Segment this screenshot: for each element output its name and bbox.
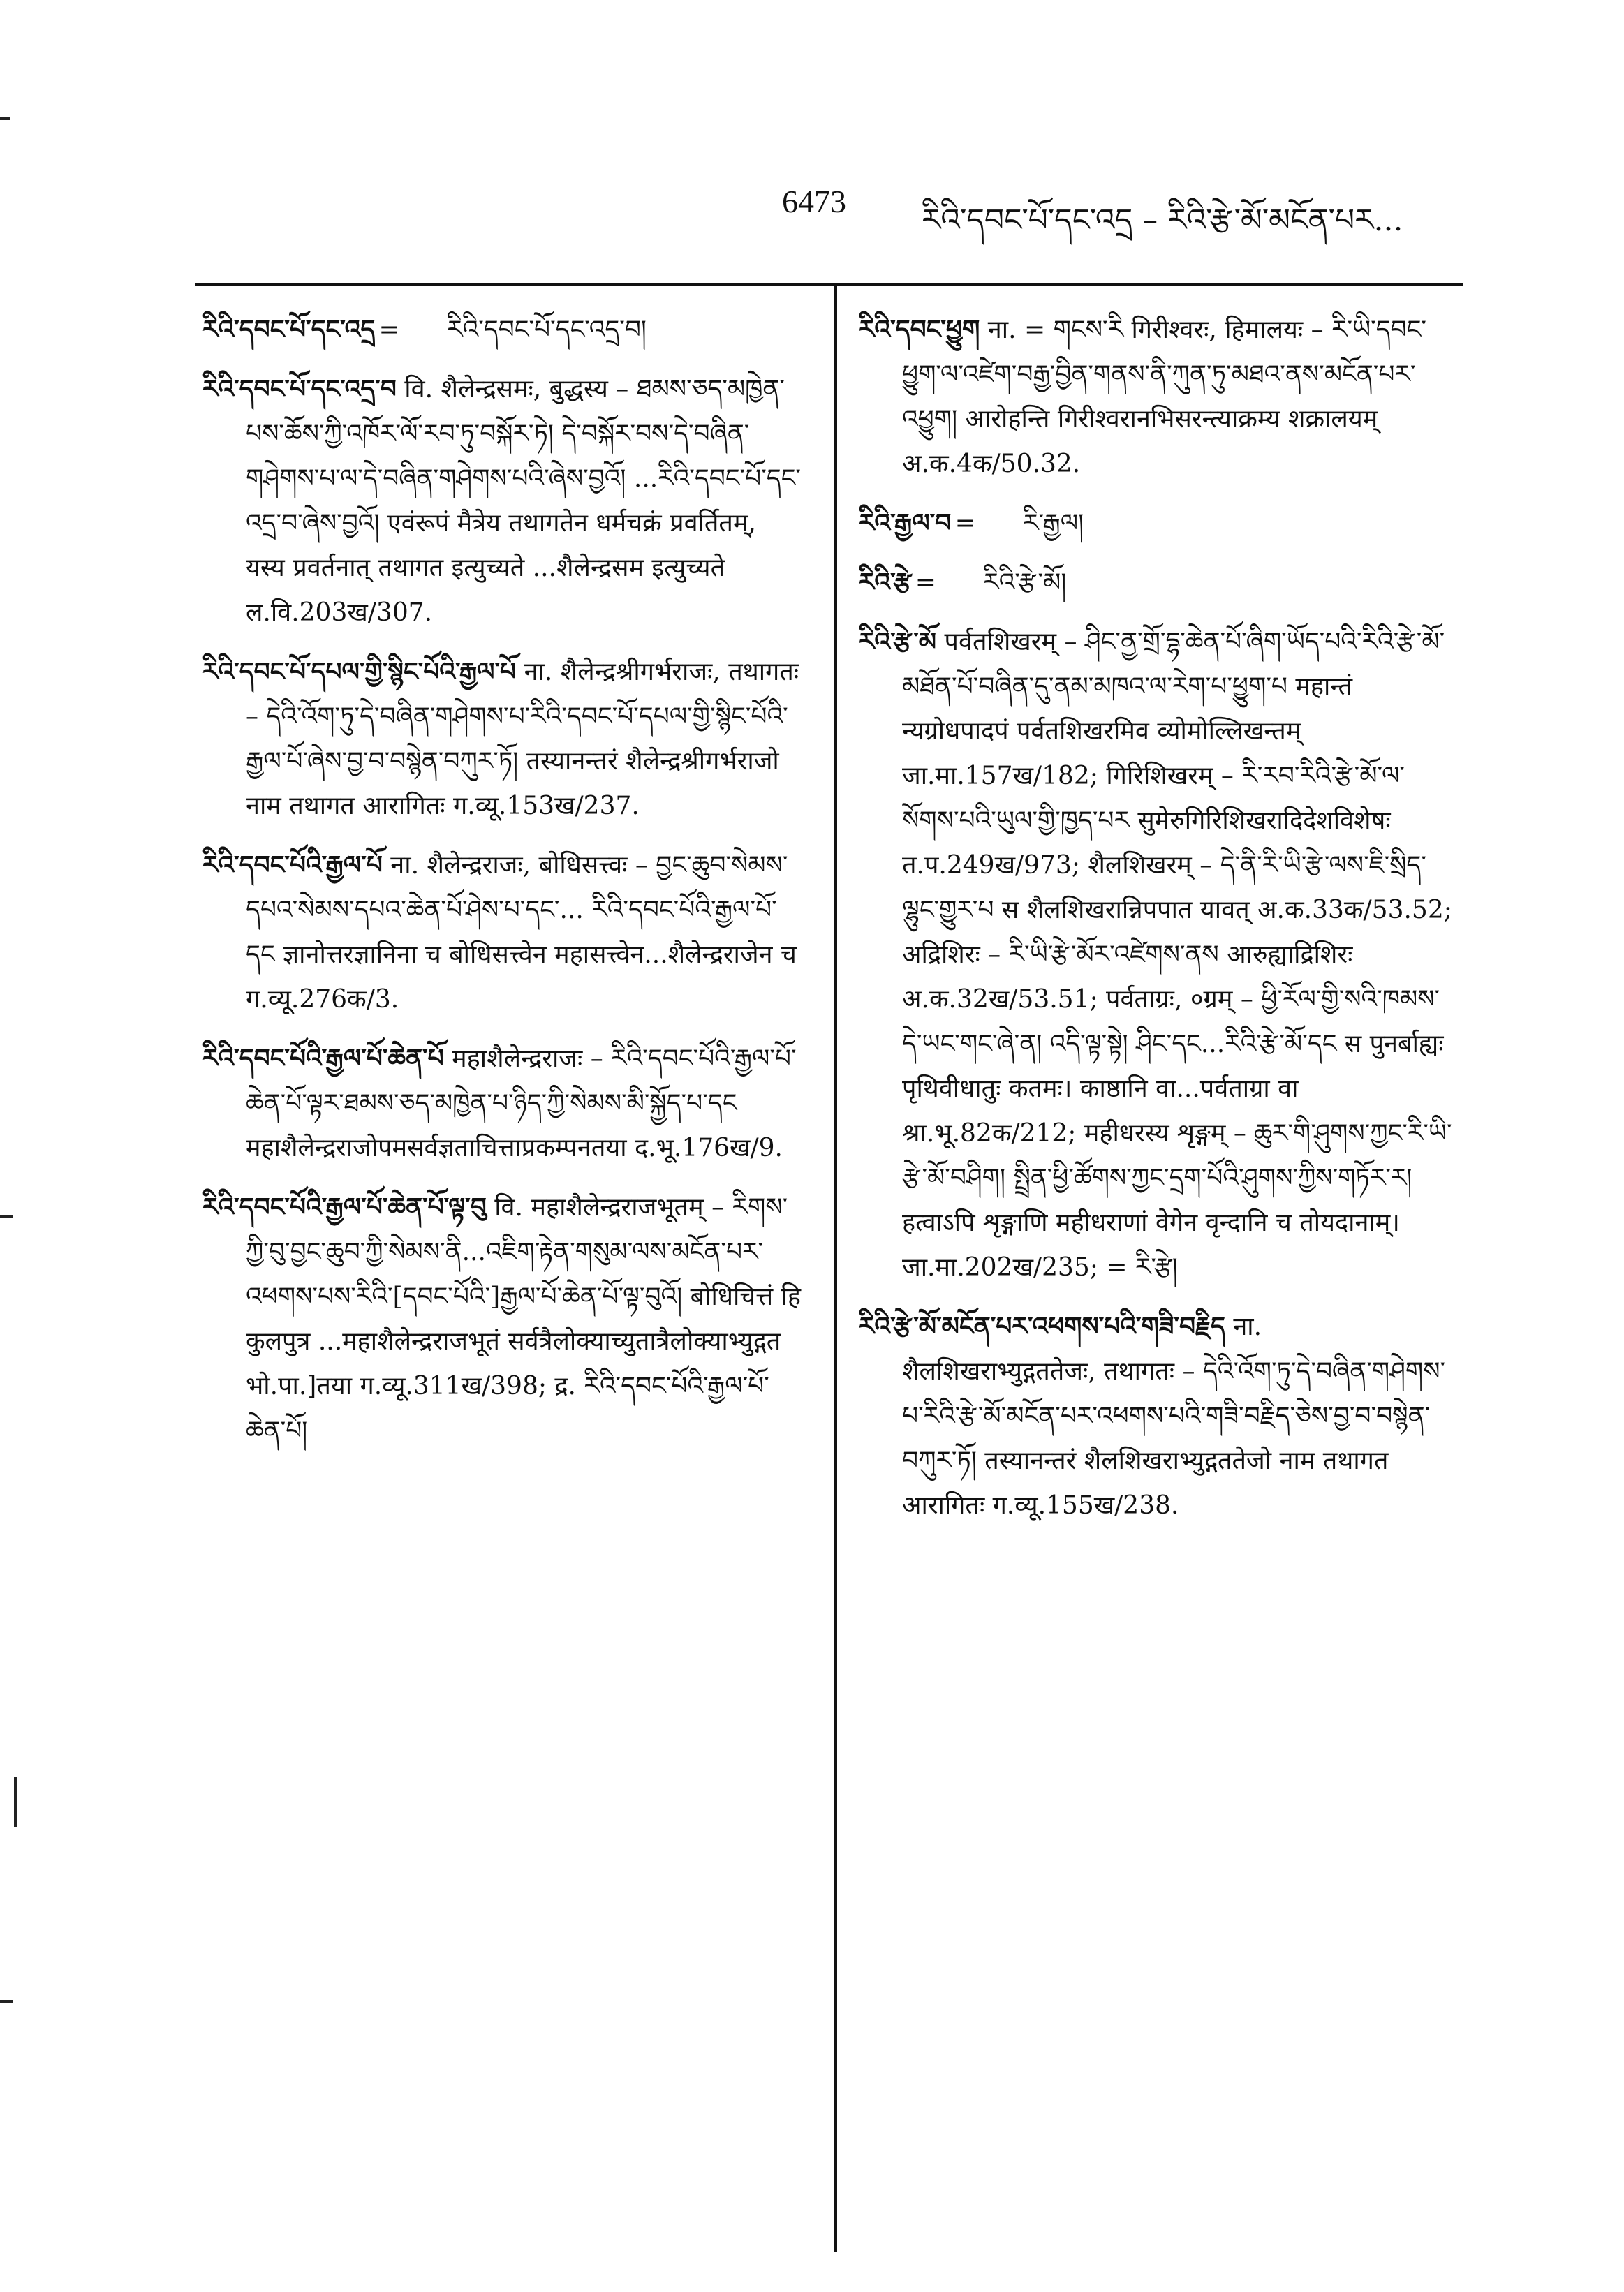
right-column [859, 307, 1459, 1542]
entry-body: ना. शैलशिखराभ्युद्गततेजः, तथागतः – དེའི་འོག་ཏུ་དེ་བཞིན་གཤེགས་པ་རིའི་རྩེ་མོ་མངོན་པར་འཕགས་པའི་གཟི་བརྗིད་ཅེས་བྱ་བ་བསྙེན་བཀུར་ཏོ། तस्यानन्तरं शैलशिखराभ्युद्गततेजो नाम तथागत आरागितः ग.व्यू.155ख/238. [902, 1313, 1446, 1520]
entry-headword: རིའི་དབང་པོའི་རྒྱལ་པོ་ཆེན་པོ [202, 1044, 444, 1073]
entry-headword: རིའི་དབང་པོ་དང་འདྲ [202, 315, 376, 344]
header-rule [195, 283, 1463, 286]
entry-body: ना. = གངས་རི गिरीश्वरः, हिमालयः – རི་ཡི་དབང་ཕྱུག་ལ་འཛེག་བརྒྱ་བྱིན་གནས་ནི་ཀུན་ཏུ་མཐའ་ནས་མངོན་པར་འཕྱུག། आरोहन्ति गिरीश्वरानभिसरन्त्याक्रम्य शक्रालयम् अ.क.4क/50.32. [902, 316, 1426, 478]
entry-body: पर्वतशिखरम् – ཤིང་ནྱ་གྲོ་དྷ་ཆེན་པོ་ཞིག་ཡོད་པའི་རིའི་རྩེ་མོ་མཐོན་པོ་བཞིན་དུ་ནམ་མཁའ་ལ་རེག་པ་ཕྱུག་པ महान्तं न्यग्रोधपादपं पर्वतशिखरमिव व्योमोल्लिखन्तम् जा.मा.157ख/182; गिरिशिखरम् – རི་རབ་རིའི་རྩེ་མོ་ལ་སོགས་པའི་ཡུལ་གྱི་ཁྱད་པར सुमेरुगिरिशिखरादिदेशविशेषः त.प.249ख/973; शैलशिखरम् – དེ་ནི་རི་ཡི་རྩེ་ལས་ཇི་སྲིད་ལྷུང་གྱུར་པ स शैलशिखरान्निपपात यावत् अ.क.33क/53.52; अद्रिशिरः – རི་ཡི་རྩེ་མོར་འཛེགས་ནས आरुह्याद्रिशिरः अ.क.32ख/53.51; पर्वताग्रः, ०ग्रम् – ཕྱི་རོལ་གྱི་སའི་ཁམས་དེ་ཡང་གང་ཞེ་ན། འདི་ལྟ་སྟེ། ཤིང་དང...རིའི་རྩེ་མོ་དང स पुनर्बाह्यः पृथिवीधातुः कतमः। काष्ठानि वा...पर्वताग्रा वा श्रा.भू.82क/212; महीधरस्य शृङ्गम् – ཆུར་གི་ཤུགས་ཀྱང་རི་ཡི་རྩེ་མོ་བཤིག། སྤྲིན་ཕྱི་ཚོགས་ཀྱང་དྲག་པོའི་ཤུགས་ཀྱིས་གཏོར་ར། हत्वाऽपि शृङ्गाणि महीधराणां वेगेन वृन्दानि च तोयदानाम्। जा.मा.202ख/235; = རི་རྩེ། [902, 628, 1452, 1282]
entry-separator: = [378, 316, 400, 344]
running-head: རིའི་དབང་པོ་དང་འདྲ – རིའི་རྩེ་མོ་མངོན་པར... [922, 202, 1403, 238]
margin-mark [0, 2000, 13, 2003]
dictionary-entry [202, 649, 803, 829]
entry-headword: རིའི་དབང་ཕྱུག [859, 315, 980, 344]
dictionary-entry [859, 619, 1459, 1290]
dictionary-entry [859, 307, 1459, 487]
entry-headword: རིའི་དབང་པོ་དང་འདྲ་བ [202, 374, 397, 404]
dictionary-entry [859, 501, 1459, 546]
entry-body: རིའི་རྩེ་མོ། [983, 568, 1067, 597]
entry-body: महाशैलेन्द्रराजः – རིའི་དབང་པོའི་རྒྱལ་པོ་ཆེན་པོ་ལྟར་ཐམས་ཅད་མཁྱེན་པ་ཉིད་ཀྱི་སེམས་མི་སྐྱོད་པ་དང महाशैलेन्द्रराजोपमसर्वज्ञताचित्ताप्रकम्पनतया द.भू.176ख/9. [246, 1044, 797, 1162]
margin-mark [0, 117, 10, 120]
entry-headword: རིའི་རྩེ་མོ་མངོན་པར་འཕགས་པའི་གཟི་བརྗིད [859, 1312, 1225, 1341]
entry-headword: རིའི་དབང་པོའི་རྒྱལ་པོ [202, 850, 383, 880]
entry-body: वि. महाशैलेन्द्रराजभूतम् – རིགས་ཀྱི་བུ་བྱང་ཆུབ་ཀྱི་སེམས་ནི...འཇིག་རྟེན་གསུམ་ལས་མངོན་པར་འཕགས་པས་རིའི་[དབང་པོའི་]རྒྱལ་པོ་ཆེན་པོ་ལྟ་བུའོ། बोधिचित्तं हि कुलपुत्र ...महाशैलेन्द्रराजभूतं सर्वत्रैलोक्याच्युतात्रैलोक्याभ्युद्गत भो.पा.]तया ग.व्यू.311ख/398; द्र. རིའི་དབང་པོའི་རྒྱལ་པོ་ཆེན་པོ། [246, 1193, 801, 1445]
entry-headword: རིའི་རྒྱལ་བ [859, 508, 952, 538]
page-number: 6473 [782, 184, 846, 219]
dictionary-entry [202, 1036, 803, 1171]
entry-separator: = [954, 509, 976, 538]
column-divider [834, 286, 837, 2252]
dictionary-entry [202, 307, 803, 353]
entry-body: ना. शैलेन्द्रश्रीगर्भराजः, तथागतः – དེའི་འོག་ཏུ་དེ་བཞིན་གཤེགས་པ་རིའི་དབང་པོ་དཔལ་གྱི་སྙིང་པོའི་རྒྱལ་པོ་ཞེས་བྱ་བ་བསྙེན་བཀུར་ཏོ། तस्यानन्तरं शैलेन्द्रश्रीगर्भराजो नाम तथागत आरागितः ग.व्यू.153ख/237. [246, 658, 799, 820]
dictionary-entry [859, 560, 1459, 605]
page-header [782, 183, 1480, 239]
margin-mark [0, 1215, 13, 1218]
margin-mark [14, 1777, 17, 1827]
entry-separator: = [915, 568, 936, 597]
entry-body: རི་རྒྱལ། [1023, 509, 1084, 538]
entry-body: ना. शैलेन्द्रराजः, बोधिसत्त्वः – བྱང་ཆུབ་སེམས་དཔའ་སེམས་དཔའ་ཆེན་པོ་ཤེས་པ་དང་... རིའི་དབང་པོའི་རྒྱལ་པོ་དང ज्ञानोत्तरज्ञानिना च बोधिसत्त्वेन महासत्त्वेन...शैलेन्द्रराजेन च ग.व्यू.276क/3. [246, 851, 797, 1014]
dictionary-entry [202, 1185, 803, 1454]
entry-body: རིའི་དབང་པོ་དང་འདྲ་བ། [447, 316, 647, 344]
dictionary-entry [202, 367, 803, 635]
entry-headword: རིའི་རྩེ་མོ [859, 627, 937, 656]
left-column [202, 307, 803, 1467]
dictionary-entry [859, 1304, 1459, 1528]
entry-headword: རིའི་དབང་པོ་དཔལ་གྱི་སྙིང་པོའི་རྒྱལ་པོ [202, 657, 517, 686]
dictionary-entry [202, 843, 803, 1022]
entry-body: वि. शैलेन्द्रसमः, बुद्धस्य – ཐམས་ཅད་མཁྱེན་པས་ཆོས་ཀྱི་འཁོར་ལོ་རབ་ཏུ་བསྐོར་ཏེ། དེ་བསྐོར་བས་དེ་བཞིན་གཤེགས་པ་ལ་དེ་བཞིན་གཤེགས་པའི་ཞེས་བྱའོ། ...རིའི་དབང་པོ་དང་འདྲ་བ་ཞེས་བྱའོ། एवंरूपं मैत्रेय तथागतेन धर्मचक्रं प्रवर्तितम्, यस्य प्रवर्तनात् तथागत इत्युच्यते ...शैलेन्द्रसम इत्युच्यते ल.वि.203ख/307. [246, 375, 801, 627]
entry-headword: རིའི་རྩེ [859, 568, 912, 597]
entry-headword: རིའི་དབང་པོའི་རྒྱལ་པོ་ཆེན་པོ་ལྟ་བུ [202, 1192, 487, 1222]
